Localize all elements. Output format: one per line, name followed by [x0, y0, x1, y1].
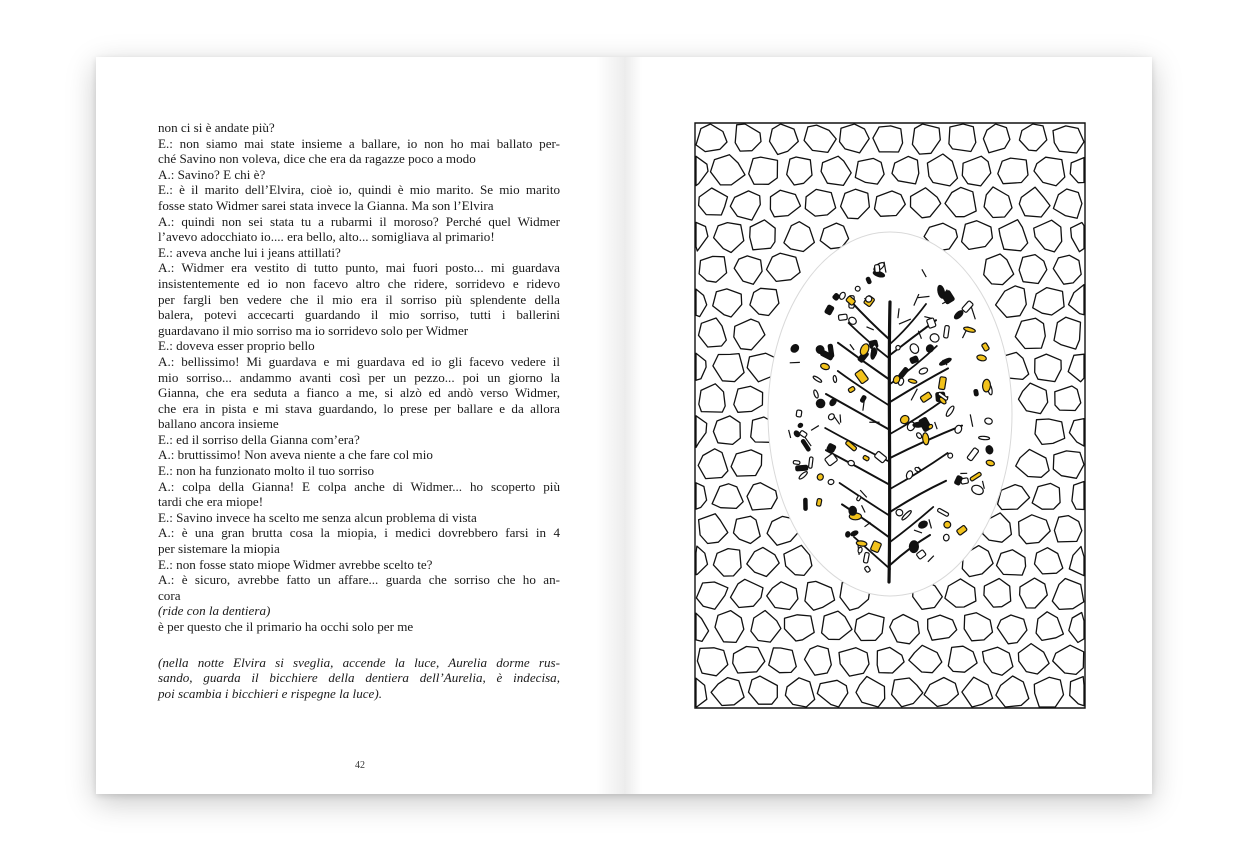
cobblestone — [875, 191, 906, 216]
cobblestone — [945, 187, 976, 216]
doodle-object — [943, 534, 949, 541]
dialogue-line: E.: non ha funzionato molto il tuo sorriso — [158, 463, 375, 479]
cobblestone — [1070, 158, 1084, 183]
cobblestone — [1053, 645, 1084, 674]
cobblestone — [696, 613, 709, 641]
dialogue-line: A.: Savino? E chi è? — [158, 166, 266, 182]
cobblestone — [715, 611, 744, 643]
dialogue-line: guardavano il mio sorriso ma io sorridevo solo per Widmer — [158, 322, 469, 338]
cobblestone — [856, 676, 885, 707]
cobblestone — [962, 677, 993, 707]
cobblestone — [767, 253, 801, 281]
doodle-object — [855, 286, 860, 291]
cobblestone — [696, 156, 708, 185]
cobblestone — [892, 156, 919, 184]
cobblestone — [747, 483, 777, 510]
cobblestone — [731, 450, 762, 476]
cobblestone — [734, 516, 761, 543]
cobblestone — [1034, 157, 1065, 186]
cobblestone — [749, 157, 778, 184]
cobblestone — [983, 647, 1013, 675]
cobblestone — [1054, 317, 1081, 349]
cobblestone — [996, 676, 1029, 707]
cobblestone — [817, 680, 848, 707]
cobblestone — [747, 547, 779, 576]
cobblestone — [696, 222, 708, 251]
doodle-object — [938, 377, 946, 390]
cobblestone — [696, 678, 707, 707]
doodle-object — [845, 531, 850, 537]
dialogue-line: E.: non fosse stato miope Widmer avrebbe scelto te? — [158, 556, 433, 572]
cobblestone — [1053, 451, 1084, 478]
cobblestone — [1053, 189, 1082, 218]
dialogue-line: per fargli ben vedere che il mio era il sorriso più splendente della — [158, 291, 560, 307]
cobblestone — [696, 483, 707, 509]
cobblestone — [927, 154, 957, 186]
cobblestone — [697, 648, 727, 676]
cobblestone — [962, 156, 991, 186]
cobblestone — [696, 416, 707, 448]
cobblestone — [1070, 677, 1084, 706]
cobblestone — [924, 678, 958, 707]
dialogue-line: E.: aveva anche lui i jeans attillati? — [158, 244, 341, 260]
dialogue-line: E.: ed il sorriso della Gianna com’era? — [158, 431, 360, 447]
dialogue-line: è per questo che il primario ha occhi solo per me — [158, 619, 414, 634]
cobblestone — [698, 449, 728, 479]
cobblestone — [1069, 285, 1085, 315]
dialogue-line: A.: è una gran brutta cosa la miopia, i medici dovrebbero farsi in 4 — [158, 525, 560, 541]
cobblestone — [733, 647, 765, 674]
cobblestone — [1019, 515, 1051, 544]
dialogue-line: tardi che era miope! — [158, 494, 264, 510]
cobblestone — [770, 124, 799, 155]
doodle-object — [978, 436, 989, 440]
cobblestone — [1019, 187, 1050, 217]
stage-direction-line: (ride con la dentiera) — [158, 603, 271, 619]
cobblestone — [696, 289, 707, 317]
cobblestone — [696, 353, 706, 380]
dialogue-line: A.: quindi non sei stata tu a rubarmi il moroso? Perché quel Widmer — [158, 213, 560, 229]
cobblestone — [699, 256, 727, 282]
cobblestone — [948, 646, 977, 672]
cobblestone — [767, 582, 798, 610]
cobblestone — [822, 611, 852, 639]
cobblestone — [769, 648, 797, 673]
cobblestone — [1069, 613, 1084, 643]
dialogue-line: che era in pista e mi stava guardando, lo prese per ballare e da allora — [158, 400, 560, 416]
cobblestone — [962, 221, 993, 250]
cobblestone — [784, 545, 812, 575]
left-page — [96, 57, 624, 794]
cobblestone — [785, 678, 814, 707]
cobblestone — [1019, 255, 1047, 284]
doodle-object — [838, 314, 847, 320]
cobblestone — [711, 678, 744, 706]
cobblestone — [892, 678, 923, 707]
cobblestone — [1071, 223, 1084, 252]
dialogue-text — [158, 120, 560, 701]
cobblestone — [804, 125, 836, 152]
dialogue-line: fosse stato Widmer sarei stata invece la Gianna. Ma son l’Elvira — [158, 197, 494, 213]
cobblestone — [730, 191, 760, 220]
dialogue-line: balera, potevi accecarti guardando il mio sorriso, tutti i ballerini — [158, 307, 560, 323]
doodle-object — [793, 460, 800, 464]
cobblestone — [696, 582, 728, 609]
cobblestone — [841, 189, 870, 219]
cobblestone — [912, 124, 940, 154]
cobblestone — [949, 124, 976, 152]
stage-direction-line: poi scambia i bicchieri e rispegne la luce). — [158, 685, 382, 701]
cobblestone — [696, 546, 708, 575]
doodle-object — [796, 410, 802, 417]
cobblestone — [821, 156, 851, 185]
doodle-object — [943, 325, 949, 338]
cobblestone — [784, 222, 815, 252]
cobblestone — [735, 124, 761, 151]
paragraph-gap — [158, 635, 560, 655]
cobblestone — [787, 157, 812, 185]
doodle-object — [828, 479, 835, 485]
cobblestone — [713, 416, 740, 445]
dialogue-line: A.: Widmer era vestito di tutto punto, mai fuori posto... mi guardava — [158, 260, 560, 276]
cobblestone — [1069, 419, 1084, 447]
cobblestone — [699, 188, 728, 215]
cobblestone — [1035, 548, 1063, 574]
cobblestone — [699, 514, 728, 544]
cobblestone — [734, 319, 765, 350]
dialogue-line: mio sorriso... andammo avanti così per un pezzo... poi un giorno la — [158, 369, 560, 385]
cobblestone — [713, 549, 741, 577]
cobblestone — [984, 187, 1012, 218]
stage-direction-line: sando, guarda il bicchiere della dentiera dell’Aurelia, è indecisa, — [158, 670, 560, 686]
stage-direction-line: (nella notte Elvira si sveglia, accende la luce, Aurelia dorme rus- — [158, 654, 560, 670]
cobblestone — [1053, 255, 1081, 284]
cobblestone — [999, 220, 1028, 251]
cobblestone — [1055, 386, 1081, 411]
doodle-object — [913, 422, 924, 428]
dialogue-line: E.: è il marito dell’Elvira, cioè io, quindi è mio marito. Se mio marito — [158, 182, 560, 198]
cobblestone — [1033, 288, 1064, 315]
doodle-object — [849, 506, 857, 515]
gutter-shadow-left — [596, 57, 624, 794]
cobblestone — [1034, 677, 1063, 707]
dialogue-line: A.: è sicuro, avrebbe fatto un affare... guarda che sorriso che ho an- — [158, 572, 560, 588]
cobblestone — [1035, 354, 1062, 382]
cobblestone — [984, 254, 1014, 285]
gutter-shadow-right — [624, 57, 642, 794]
cobblestone — [1015, 318, 1045, 348]
cobblestone — [911, 188, 941, 218]
dialogue-line: E.: Savino invece ha scelto me senza alcun problema di vista — [158, 509, 477, 525]
cobblestone — [731, 579, 764, 607]
cobblestone — [1052, 579, 1084, 610]
cobblestone — [713, 354, 744, 382]
cobblestone — [928, 615, 957, 640]
doodle-object — [874, 265, 879, 273]
cobblestone — [873, 126, 903, 152]
cobblestone — [712, 484, 743, 509]
dialogue-line: E.: doveva esser proprio bello — [158, 338, 315, 354]
dialogue-line: per sistemare la miopia — [158, 541, 280, 557]
cobblestone — [1068, 354, 1084, 382]
cobblestone — [805, 646, 832, 675]
cobblestone — [945, 579, 976, 607]
dialogue-line: ballano ancora insieme — [158, 416, 279, 432]
doodle-object — [974, 389, 979, 396]
cobblestone — [711, 155, 746, 185]
cobblestone — [996, 286, 1027, 317]
cobblestone — [839, 648, 869, 676]
cobblestone — [1020, 578, 1048, 608]
cobblestone — [1053, 126, 1084, 153]
doodle-object — [816, 498, 822, 506]
doodle-object — [948, 453, 953, 458]
doodle-object — [982, 379, 990, 392]
doodle-object — [944, 521, 951, 528]
cobblestone — [1019, 383, 1048, 414]
cobblestone — [877, 647, 904, 673]
doodle-object — [833, 375, 837, 382]
cobblestone — [750, 220, 776, 250]
cobblestone — [998, 158, 1028, 184]
doodle-object — [808, 457, 813, 469]
cobblestone — [713, 289, 742, 317]
cobblestone — [1019, 124, 1046, 151]
cobblestone — [749, 676, 778, 704]
cobblestone — [984, 579, 1011, 608]
cobblestone — [855, 613, 884, 640]
cobblestone — [1018, 644, 1049, 674]
dialogue-line: A.: colpa della Gianna! E colpa anche di Widmer... ho scoperto più — [158, 478, 560, 494]
dialogue-line: l’avevo adocchiato io.... era bello, alto... somigliava al primario! — [158, 229, 495, 245]
cobblestone — [964, 613, 992, 641]
doodle-object — [804, 498, 808, 510]
cobblestone — [997, 550, 1026, 575]
cobblestone — [1069, 547, 1084, 576]
cobblestone — [1032, 483, 1060, 509]
dialogue-line: E.: non siamo mai state insieme a ballare, io non ho mai ballato per- — [158, 135, 560, 151]
cobblestone — [997, 615, 1027, 644]
cobblestone — [1054, 516, 1081, 542]
cobblestone — [1035, 419, 1065, 444]
dialogue-line: A.: bellissimo! Mi guardava e mi guardava ed io gli facevo vedere il — [158, 353, 560, 369]
cobblestone — [714, 223, 744, 253]
page-number: 42 — [355, 760, 365, 771]
cobblestone — [1016, 449, 1049, 477]
cobblestone — [1036, 612, 1063, 641]
dialogue-line: non ci si è andate più? — [158, 120, 275, 135]
doodle-object — [909, 541, 919, 553]
cobblestone — [734, 386, 763, 412]
cobblestone — [998, 485, 1030, 510]
cobblestone — [696, 124, 727, 152]
dialogue-line: insistentemente ed io non facevo altro che ridere, sorridevo e ridevo — [158, 275, 560, 291]
cobblestone — [750, 288, 779, 315]
right-page — [624, 57, 1152, 794]
cobblestone — [855, 158, 884, 184]
cobblestone — [751, 611, 781, 643]
cobblestone — [699, 384, 725, 412]
cobblestone — [785, 615, 815, 641]
doodle-object — [796, 465, 808, 471]
dialogue-line: ché Savino non voleva, dice che era da ragazze poco a modo — [158, 151, 476, 167]
cobblestone — [1034, 220, 1062, 252]
cobblestone — [734, 256, 762, 284]
book-spread — [96, 57, 1152, 794]
dialogue-line: cora — [158, 587, 181, 603]
cobblestone — [840, 124, 870, 153]
dialogue-line: Gianna, che era seduta a fianco a me, si alzò ed andò verso Widmer, — [158, 385, 560, 401]
cobblestone — [1072, 482, 1084, 510]
cobblestone — [909, 645, 942, 672]
dialogue-line: A.: bruttissimo! Non aveva niente a che fare col mio — [158, 447, 433, 463]
cobblestone — [770, 190, 800, 217]
cobblestone — [805, 189, 835, 216]
cobblestone — [983, 124, 1010, 153]
cobblestone — [699, 318, 727, 347]
cobblestone — [890, 615, 920, 644]
cobblestone — [805, 581, 835, 610]
cobblestone-tree-illustration — [694, 122, 1086, 709]
